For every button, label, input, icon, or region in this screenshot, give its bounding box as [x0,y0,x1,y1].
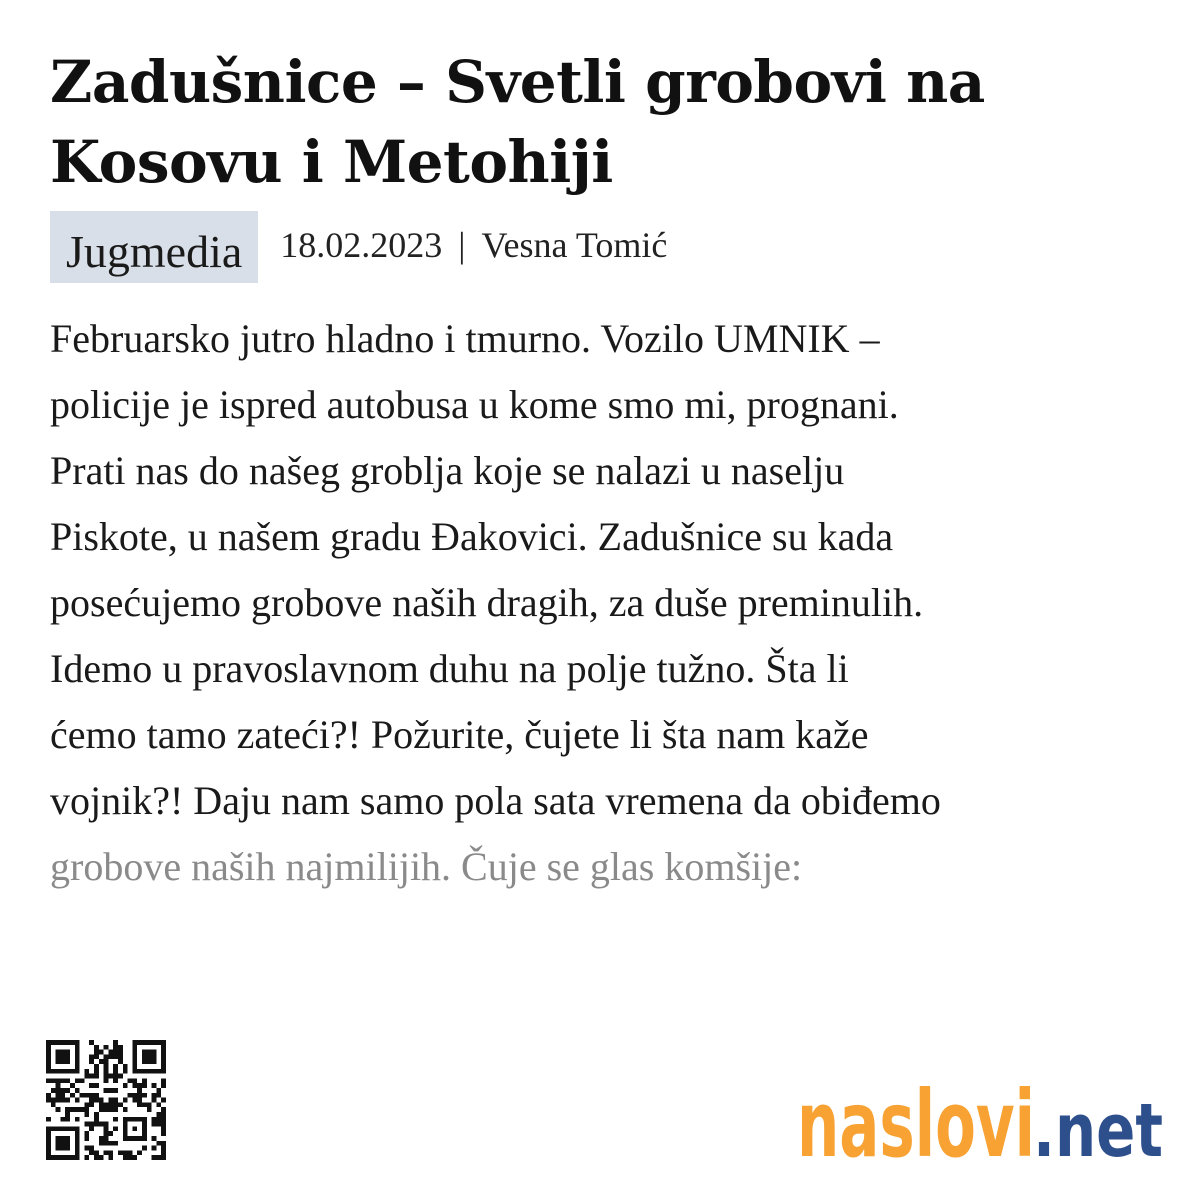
title-line-2: Kosovu i Metohiji [50,128,613,196]
article-meta [50,211,667,283]
logo-text-net: .net [1033,1088,1163,1168]
body-line: policije je ispred autobusa u kome smo mi, prognani. [50,382,899,427]
article-body [50,306,1170,900]
body-line: vojnik?! Daju nam samo pola sata vremena da obiđemo [50,778,941,823]
body-line: Prati nas do našeg groblja koje se nalazi u naselju [50,448,845,493]
body-line: Piskote, u našem gradu Đakovici. Zadušnice su kada [50,514,894,559]
qr-code-icon[interactable] [46,1038,166,1162]
body-line: posećujemo grobove naših dragih, za duše preminulih. [50,580,924,625]
body-line: Idemo u pravoslavnom duhu na polje tužno. Šta li [50,646,849,691]
source-label: Jugmedia [66,225,243,277]
article-author: Vesna Tomić [481,225,668,265]
body-line: Februarsko jutro hladno i tmurno. Vozilo UMNIK – [50,316,880,361]
meta-separator: | [458,225,466,265]
article-date: 18.02.2023 [280,225,443,265]
title-line-1: Zadušnice – Svetli grobovi na [50,48,985,116]
logo-text-naslovi: naslovi [797,1071,1035,1168]
body-line-faded: grobove naših najmilijih. Čuje se glas komšije: [50,844,803,889]
body-line: ćemo tamo zateći?! Požurite, čujete li šta nam kaže [50,712,869,757]
source-badge[interactable] [50,211,258,283]
article-title [50,42,1160,202]
meta-info [280,223,667,267]
naslovi-logo[interactable] [797,1052,1167,1168]
